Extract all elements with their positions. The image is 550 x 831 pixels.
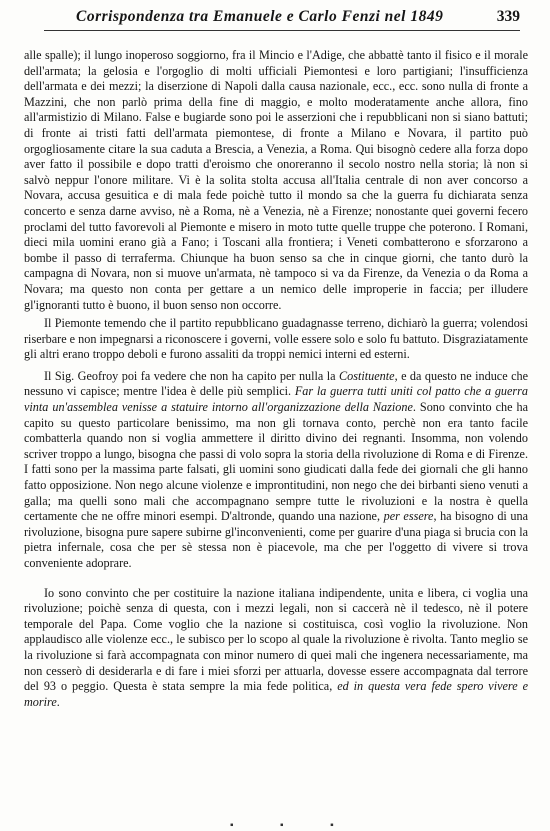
running-title: Corrispondenza tra Emanuele e Carlo Fenzi nel 1849 [76, 8, 444, 25]
paragraph-1 [24, 48, 528, 313]
body-text [24, 48, 528, 710]
page-header [44, 6, 520, 31]
text-run: Io sono convinto che per costituire la nazione italiana indipendente, unita e libera, ci voglia una rivoluzione; poichè senza di questa, con i mezzi legali, non si caccerà nè il tedesco, nè il potere temporale del Papa. Come voglio che la nazione si costituisca, così voglio la rivoluzione. Non applaudisco alle violenze ecc., le subisco per lo scopo al quale la rivoluzione è rivolta. Tanto meglio se la rivoluzione si farà accompagnata con minor numero di quei mali che ingenera necessariamente, ma non cesserò di desiderarla e di fare i miei sforzi per attuarla, dovesse essere accompagnata dal terrore del 93 o peggio. Questa è stata sempre la mia fede politica, [24, 585, 528, 694]
paragraph-2 [24, 316, 528, 363]
text-run: alle spalle); il lungo inoperoso soggiorno, fra il Mincio e l'Adige, che abbattè tanto il fisico e il morale dell'armata; la gelosia e l'orgoglio di molti ufficiali Piemontesi e loro partigiani; l'insufficienza dell'armata e dei mezzi; la diserzione di Napoli dalla causa nazionale, ecc., ecc. sono nulla di fronte a Mazzini, che non parlò prima della fine di maggio, e molto moderatamente anche allora, fino all'armistizio di Milano. False e bugiarde sono poi le asserzioni che i repubblicani non si siano battuti; di fronte ai tristi fatti dell'armata piemontese, di fronte a Milano e Novara, il partito può orgogliosamente citare la sua caduta a Brescia, a Venezia, a Roma. Qui bisognò cedere alla forza dopo aver fatto il possibile e dopo tratti d'eroismo che onoreranno il secolo nostro nella storia; là non si salvò neppur l'onore militare. Vi è la solita stolta accusa all'Italia centrale di non aver concorso a Novara, accusa gesuitica e di mala fede poichè tutto il mondo sa che la guerra fu dichiarata senza concerto e senza darne avviso, nè a Roma, nè a Venezia, nè a Firenze; nonostante quei governi fecero proclami del tutto favorevoli al Piemonte e misero in moto tutte quelle truppe che poterono. I Romani, dieci mila uomini erano già a Fano; i Toscani alla frontiera; i Veneti combatterono e sforzarono a bombe il passo di terraferma. Chiunque ha buon senso sa che in cinque giorni, che tanto durò la campagna di Novara, non si muove un'armata, nè tampoco si va da Firenze, da Venezia o da Roma a Novara; ma questo non conta per gettare a un nemico delle improperie in faccia; per illudere gl'ignoranti tutto è buono, il buon senso non occorre. [24, 48, 528, 312]
text-run: . [56, 694, 60, 709]
paragraph-3 [24, 369, 528, 572]
text-run: , e da questo ne induce che nessuno vi capisce; mentre l'idea è delle più semplici. [24, 368, 528, 399]
print-marks: ▪ ▪ ▪ [230, 820, 356, 831]
page-number: 339 [496, 8, 520, 25]
italic-run: ed in questa vera fede spero vivere e morire [24, 679, 528, 709]
text-run: Il Sig. Geofroy poi fa vedere che non ha capito per nulla la [44, 368, 340, 383]
italic-run: Costituente [339, 368, 395, 383]
text-run: . Sono convinto che ha capito su questo particolare benissimo, ma non gli tornava conto, perchè non era tanto facile combatterla quando non si voglia ammettere il diritto divino dei regnanti. Insomma, non volendo scriver troppo a lungo, bisogna che passi di volo sopra la storia della rivoluzione di Roma e di Firenze. I fatti sono per la massima parte falsati, gli uomini sono giudicati dalla fede dei giornali che gli hanno fatto opposizione. Non nego alcune violenze e improntitudini, non nego che dei birbanti sieno venuti a galla; ma quelli sono mali che accompagnano sempre tutte le rivoluzioni e la nostra è quella certamente che ne offre minori esempi. D'altronde, quando una nazione, [24, 400, 528, 524]
text-run: Il Piemonte temendo che il partito repubblicano guadagnasse terreno, dichiarò la guerra; volendosi riserbare e non impegnarsi a riconoscere i governi, volle essere solo e solo fu battuto. Disgraziatamente gli altri erano troppo deboli e furono assaliti da troppi nemici interni ed esterni. [24, 316, 528, 362]
italic-run: Far la guerra tutti uniti col patto che a guerra vinta un'assemblea venisse a statuire intorno all'organizzazione della Nazione [24, 384, 528, 415]
italic-run: per essere [383, 509, 434, 524]
paragraph-4 [24, 586, 528, 711]
text-run: , ha bisogno di una rivoluzione, bisogna pure sapere subirne gl'inconvenienti, come per guarire d'una piaga si brucia con la pietra infernale, cosa che per sè stessa non è piacevole, ma che per l'oggetto di vivere si trova conveniente adoprare. [24, 509, 528, 570]
